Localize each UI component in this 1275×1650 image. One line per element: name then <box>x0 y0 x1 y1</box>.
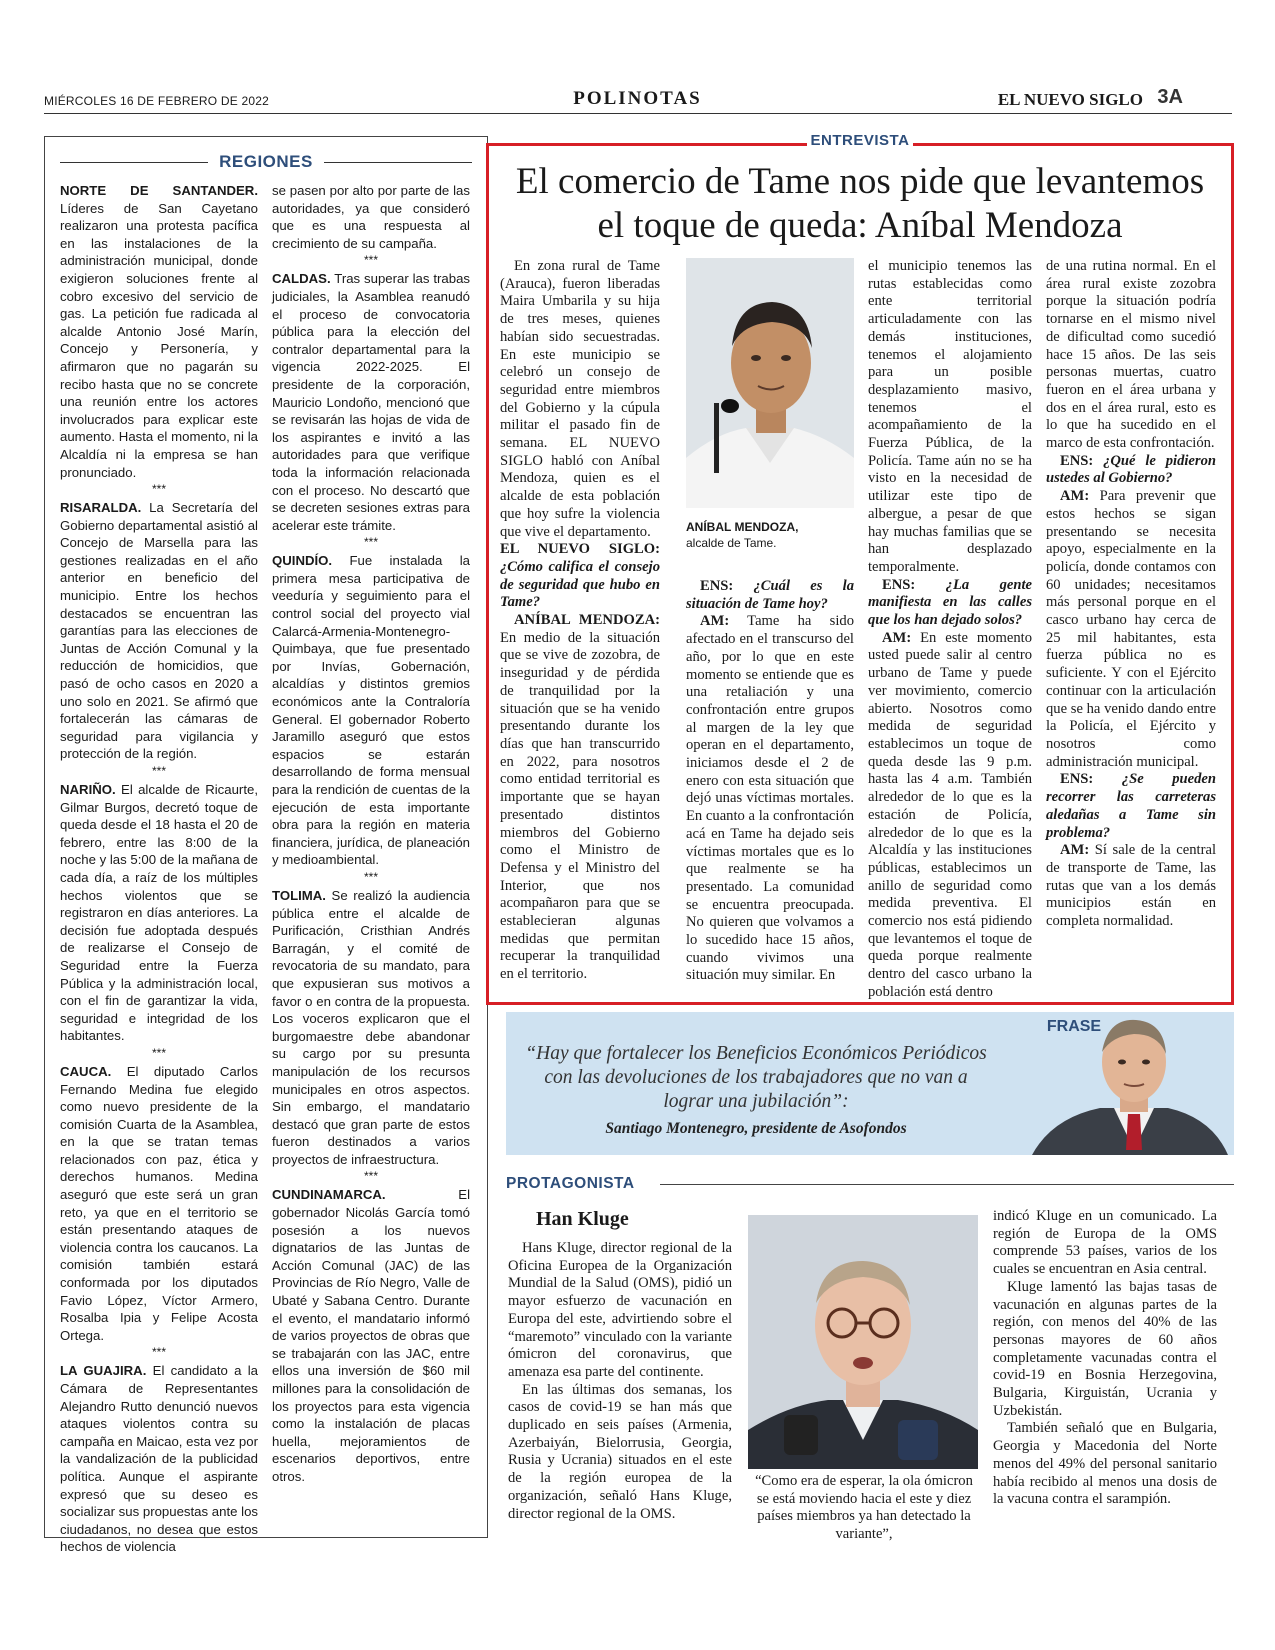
separator-stars: *** <box>151 482 166 497</box>
paragraph: También señaló que en Bulgaria, Georgia y Macedonia del Norte menos del 49% del personal sanitario había recibido al menos una dosis de la vacuna contra el sarampión. <box>993 1420 1217 1508</box>
question: ENS: ¿Qué le pidieron ustedes al Gobierno? <box>1046 452 1216 487</box>
frase-quote: “Hay que fortalecer los Beneficios Económicos Periódicos con las devoluciones de los trabajadores que no van a lograr una jubilación”: <box>525 1043 987 1112</box>
question: ENS: ¿Cuál es la situación de Tame hoy? <box>686 578 854 612</box>
interview-headline: El comercio de Tame nos pide que levantemos el toque de queda: Aníbal Mendoza <box>515 161 1205 246</box>
question: EL NUEVO SIGLO: ¿Cómo califica el consejo de seguridad que hubo en Tame? <box>500 541 660 611</box>
interview-column-2 <box>686 578 854 985</box>
answer: AM: Tame ha sido afectado en el transcurso del año, por lo que en este momento se entiende que es una retaliación y una confrontación entre grupos al margen de la ley que operan en el departamento, iniciamos desde el 2 de enero con esta situación que dejó unas víctimas mortales. En cuanto a la confrontación acá en Tame ha dejado seis víctimas mortales que es lo que realmente se ha presentado. La comunidad se encuentra preocupada. No quieren que volvamos a lo sucedido hace 15 años, cuando vivimos una situación muy similar. En <box>686 613 854 984</box>
paragraph: En las últimas dos semanas, los casos de covid-19 se han más que duplicado en seis países (Armenia, Azerbaiyán, Bielorrusia, Georgia, Rusia y Ucrania) situados en el este de la región europea de la organización, señaló Hans Kluge, director regional de la OMS. <box>508 1381 732 1522</box>
answer: AM: En este momento usted puede salir al centro urbano de Tame y puede ver movimiento, comercio abierto. Nosotros como medida de seguridad establecimos un toque de queda desde las 9 p.m. hasta las 4 a.m. También alrededor de lo que es la estación de Policía, alrededor de lo que es la Alcaldía y las instituciones públicas, establecimos un anillo de seguridad como medida preventiva. El comercio nos está pidiendo que levantemos el toque de queda porque realmente dentro del casco urbano la población está dentro <box>868 629 1032 1000</box>
regiones-item: CALDAS. Tras superar las trabas judiciales, la Asamblea reanudó el proceso de convocatoria pública para la elección del contralor departamental para la vigencia 2022-2025. El presidente de la corporación, Mauricio Londoño, mencionó que se revisarán las hojas de vida de los aspirantes e invitó a las autoridades para que verifique toda la información relacionada con el proceso. No descartó que se decreten sesiones extras para acelerar este trámite. <box>272 271 470 533</box>
separator-stars: *** <box>151 764 166 778</box>
newspaper-name: EL NUEVO SIGLO <box>997 90 1143 109</box>
regiones-item: CUNDINAMARCA. El gobernador Nicolás García tomó posesión a los nuevos dignatarios de las Juntas de Acción Comunal (JAC) de las Provincias de Río Negro, Valle de Ubaté y Sabana Centro. Durante el evento, el mandatario informó de varios proyectos de obras que se trabajarán con las JAC, entre ellos una inversión de $60 mil millones para la consolidación de los proyectos para esta vigencia como la instalación de placas huella, mejoramientos de escenarios deportivos, entre otros. <box>272 1187 470 1484</box>
regiones-column-1 <box>60 182 258 1556</box>
regiones-item: se pasen por alto por parte de las autoridades, ya que consideró que es una respuesta al crecimiento de su campaña. <box>272 183 470 251</box>
regiones-item: TOLIMA. Se realizó la audiencia pública entre el alcalde de Purificación, Cristhian Andrés Barragán, y el comité de revocatoria de su mandato, para que expusieran sus motivos a favor o en contra de la propuesta. Los voceros explicaron que el burgomaestre debe abandonar su cargo por su presunta manipulación de los recursos municipales en otros aspectos. Sin embargo, el mandatario destacó que gran parte de estos fueron destinados a varios proyectos de infraestructura. <box>272 887 470 1167</box>
separator-stars: *** <box>363 253 378 268</box>
protagonista-rule <box>660 1184 1234 1185</box>
interview-column-3 <box>868 258 1032 1002</box>
frase-author: Santiago Montenegro, presidente de Asofondos <box>605 1120 907 1137</box>
portrait-santiago-montenegro-icon <box>1022 1000 1234 1155</box>
page-number: 3A <box>1157 86 1183 108</box>
protagonista-column-3 <box>993 1208 1217 1509</box>
interview-intro: En zona rural de Tame (Arauca), fueron liberadas Maira Umbarila y su hija de tres meses, quienes habían sido secuestradas. En este municipio se celebró un consejo de seguridad entre miembros del Gobierno y la cúpula militar el pasado fin de semana. EL NUEVO SIGLO habló con Aníbal Mendoza, quien es el alcalde de esta población que hoy sufre la violencia que vive el departamento. <box>500 258 660 540</box>
protagonista-column-1 <box>508 1240 732 1523</box>
portrait-anibal-mendoza-icon <box>686 258 854 508</box>
answer-continued: de una rutina normal. En el área rural existe zozobra porque la situación podría tornarse en el mismo nivel de dificultad como sucedió hace 15 años. De las seis personas muertas, cuatro fueron en el área urbana y dos en el área rural, esto es lo que ha sucedido en el marco de esta confrontación. <box>1046 258 1216 452</box>
interview-column-4 <box>1046 258 1216 931</box>
separator-stars: *** <box>151 1045 166 1060</box>
separator-stars: *** <box>151 1345 166 1360</box>
interview-column-1 <box>500 258 660 984</box>
section-title: POLINOTAS <box>573 88 702 109</box>
photo-caption: “Como era de esperar, la ola ómicron se está moviendo hacia el este y diez países miembros ya han detectado la variante”, <box>755 1473 973 1543</box>
protagonista-label: PROTAGONISTA <box>506 1175 635 1192</box>
regiones-column-2 <box>272 182 470 1486</box>
question: ENS: ¿La gente manifiesta en las calles que los han dejado solos? <box>868 576 1032 629</box>
separator-stars: *** <box>363 535 378 550</box>
answer: AM: Sí sale de la central de transporte de Tame, las rutas que van a los demás municipios están en completa normalidad. <box>1046 842 1216 930</box>
interview-kicker: ENTREVISTA <box>486 132 1234 149</box>
regiones-title: REGIONES <box>219 152 313 171</box>
paragraph: Kluge lamentó las bajas tasas de vacunación en algunas partes de la región, con menos del 40% de las personas mayores de 60 años completamente vacunadas contra el covid-19 en Bosnia Herzegovina, Bulgaria, Kirguistán, Ucrania y Uzbekistán. <box>993 1278 1217 1419</box>
regiones-item: QUINDÍO. Fue instalada la primera mesa participativa de veeduría y seguimiento para el control social del proyecto vial Calarcá-Armenia-Montenegro-Quimbaya, que fue presentado por Invías, Gobernación, alcaldías y distintos gremios económicos ante la Contraloría General. El gobernador Roberto Jaramillo aseguró que estos espacios se estarán desarrollando de forma mensual para la rendición de cuentas de la ejecución de esta importante obra para la región en materia financiera, jurídica, de planeación y medioambiental. <box>272 553 470 868</box>
regiones-item: RISARALDA. La Secretaría del Gobierno departamental asistió al Concejo de Marsella para las gestiones realizadas en el año anterior en beneficio del municipio. Entre los hechos destacados se encuentran las garantías para las elecciones de Juntas de Acción Comunal y la reducción de homicidios, que pasó de ocho casos en 2020 a uno solo en 2021. Se afirmó que fortalecerán las cámaras de seguridad para vigilancia y protección de la región. <box>60 500 258 762</box>
header-date: MIÉRCOLES 16 DE FEBRERO DE 2022 <box>44 94 269 108</box>
answer: ANÍBAL MENDOZA: En medio de la situación que se vive de zozobra, de inseguridad y de pérdida de tranquilidad por la situación que se ha venido presentando durante los días que han transcurrido en 2022, para nosotros como entidad territorial es importante que se hayan presentado distintos miembros del Gobierno como el Ministro de Defensa y el Ministro del Interior, que nos acompañaron para que se establecieran algunas medidas que permitan recuperar la tranquilidad en el territorio. <box>500 612 660 983</box>
regiones-item: LA GUAJIRA. El candidato a la Cámara de Representantes Alejandro Rutto denunció nuevos ataques violentos contra su campaña en Maicao, esta vez por la vandalización de la publicidad política. Aunque el aspirante expresó que su deseo es socializar sus propuestas ante los ciudadanos, no desea que estos hechos de violencia <box>60 1363 258 1555</box>
question: ENS: ¿Se pueden recorrer las carreteras aledañas a Tame sin problema? <box>1046 771 1216 841</box>
regiones-item: NORTE DE SANTANDER. Líderes de San Cayetano realizaron una protesta pacífica en las instalaciones de la administración municipal, donde exigieron soluciones frente al cobro excesivo del servicio de gas. La petición fue radicada al alcalde Antonio José Marín, Concejo y Personería, y afirmaron que no pagarán su recibo hasta que no se concrete una reunión entre los actores involucrados para explicar este aumento. Hasta el momento, ni la Alcaldía ni la empresa se han pronunciado. <box>60 183 258 480</box>
regiones-item: NARIÑO. El alcalde de Ricaurte, Gilmar Burgos, decretó toque de queda desde el 18 hasta el 20 de febrero, entre las 8:00 de la noche y las 5:00 de la mañana de cada día, a raíz de los múltiples hechos violentos que se registraron en días anteriores. La decisión fue adoptada después de realizarse el Consejo de Seguridad entre la Fuerza Pública y la administración local, con el fin de garantizar la vida, seguridad e integridad de los habitantes. <box>60 782 258 1044</box>
protagonista-name: Han Kluge <box>536 1208 629 1230</box>
regiones-item: CAUCA. El diputado Carlos Fernando Medina fue elegido como nuevo presidente de la comisión Cuarta de la Asamblea, en la que se tratan temas relacionados con paz, ética y derechos humanos. Medina aseguró que este será un gran reto, ya que en el territorio se están presentando ataques de violencia contra los caucanos. La comisión también estará conformada por los diputados Favio López, Víctor Armero, Rosalba Ipia y Felipe Acosta Ortega. <box>60 1063 258 1343</box>
separator-stars: *** <box>363 869 378 884</box>
answer: AM: Para prevenir que estos hechos se sigan presentando se necesita apoyo, especialmente en la policía, donde contamos con 60 unidades; necesitamos más personal porque en el casco urbano hay cerca de 25 mil habitantes, esta fuerza pública no es suficiente. Y con el Ejército continuar con la articulación que se ha venido dando entre la Policía, el Ejército y nosotros como administración municipal. <box>1046 488 1216 770</box>
portrait-han-kluge-icon <box>748 1215 978 1469</box>
header-rule <box>44 113 1232 114</box>
paragraph: Hans Kluge, director regional de la Oficina Europea de la Organización Mundial de la Salud (OMS), pidió un mayor esfuerzo de vacunación en Europa del este, advirtiendo sobre el “maremoto” vinculado con la variante ómicron del coronavirus, que amenaza esa parte del continente. <box>508 1240 732 1380</box>
regiones-heading <box>60 152 472 172</box>
frase-label: FRASE <box>1046 1018 1102 1035</box>
separator-stars: *** <box>363 1169 378 1184</box>
paragraph: indicó Kluge en un comunicado. La región de Europa de la OMS comprende 53 países, varios de los cuales se encuentran en Asia central. <box>993 1208 1217 1278</box>
photo-caption: ANÍBAL MENDOZA, alcalde de Tame. <box>686 520 799 550</box>
answer-continued: el municipio tenemos las rutas establecidas como ente territorial articuladamente con las demás instituciones, tenemos el alojamiento para un posible desplazamiento masivo, tenemos el acompañamiento de la Fuerza Pública, de la Policía. Tame aún no se ha visto en la necesidad de utilizar este tipo de albergue, a pesar de que hay muchas familias que se han desplazado temporalmente. <box>868 258 1032 575</box>
